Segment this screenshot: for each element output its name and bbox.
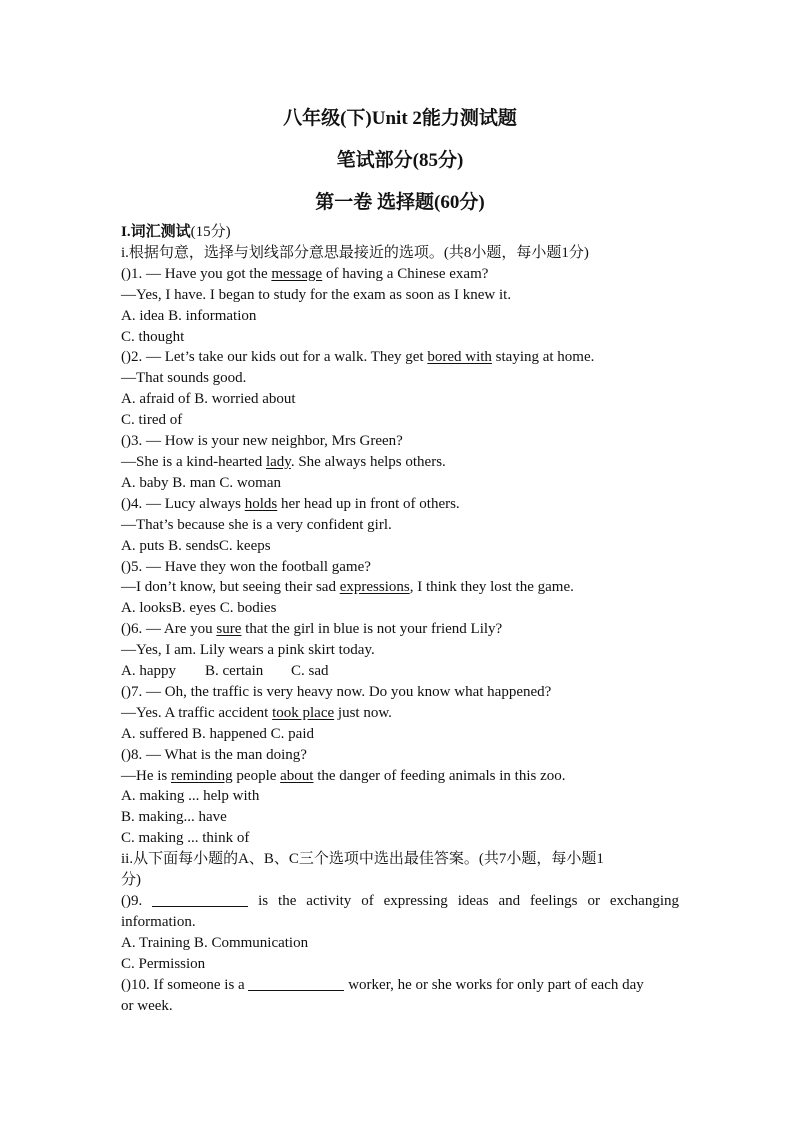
question-7-options: A. suffered B. happened C. paid (121, 725, 315, 742)
question-1 (121, 264, 679, 285)
part1-heading-score: (15分) (190, 224, 231, 240)
question-1-text-pre: ()1. — Have you got the (121, 265, 272, 282)
question-8-option-b: B. making... have (121, 809, 227, 826)
question-10-answer-blank (248, 976, 344, 991)
question-3-underlined-word: lady (265, 453, 291, 470)
question-6-reply: —Yes, I am. Lily wears a pink skirt today. (121, 642, 375, 659)
question-8-reply (121, 766, 679, 787)
question-7-reply-pre: —Yes. A traffic accident (121, 704, 273, 721)
question-5-underlined-word: expressions (339, 579, 410, 596)
question-2-option-c: C. tired of (121, 412, 183, 429)
question-1-option-c: C. thought (121, 328, 185, 345)
section-title: 第一卷 选择题(60分) (315, 192, 485, 213)
question-3: ()3. — How is your new neighbor, Mrs Green? (121, 433, 403, 450)
question-6-text-pre: ()6. — Are you (121, 621, 217, 638)
question-6-option-c: C. sad (291, 663, 329, 680)
question-9-answer-blank (152, 892, 248, 907)
question-10-text-pre: ()10. If someone is a (121, 976, 249, 993)
question-6-options (121, 661, 679, 682)
question-6 (121, 619, 679, 640)
question-4-text-pre: ()4. — Lucy always (121, 495, 245, 512)
question-3-options: A. baby B. man C. woman (121, 474, 281, 491)
question-1-reply: —Yes, I have. I began to study for the exam as soon as I knew it. (121, 286, 512, 303)
question-5-options: A. looksB. eyes C. bodies (121, 600, 277, 617)
question-7: ()7. — Oh, the traffic is very heavy now. Do you know what happened? (121, 683, 552, 700)
part2-instructions: ii.从下面每小题的A、B、C三个选项中选出最佳答案。(共7小题，每小题1 (121, 851, 604, 868)
question-10 (121, 975, 679, 996)
document-subtitle: 笔试部分(85分) (336, 150, 464, 171)
question-7-underlined-word: took place (272, 704, 335, 721)
question-5: ()5. — Have they won the football game? (121, 558, 371, 575)
question-6-option-a: A. happy (121, 663, 176, 680)
question-6-underlined-word: sure (216, 621, 242, 638)
question-7-reply-post: just now. (334, 704, 392, 721)
question-3-reply-post: . She always helps others. (290, 453, 446, 470)
question-9 (121, 891, 679, 912)
question-8-reply-pre: —He is (121, 767, 171, 784)
question-10-text-cont: or week. (121, 997, 173, 1014)
question-8-option-a: A. making ... help with (121, 788, 260, 805)
question-7-reply (121, 703, 679, 724)
question-2-underlined-word: bored with (427, 349, 492, 366)
question-9-text-cont: information. (121, 913, 196, 930)
question-4-underlined-word: holds (244, 495, 278, 512)
question-5-reply-pre: —I don’t know, but seeing their sad (121, 579, 340, 596)
question-1-options-ab: A. idea B. information (121, 307, 257, 324)
question-4-text-post: her head up in front of others. (277, 495, 460, 512)
question-8-underlined-word-2: about (280, 767, 314, 784)
document-title: 八年级(下)Unit 2能力测试题 (283, 108, 517, 129)
question-6-option-b: B. certain (205, 663, 264, 680)
question-4-reply: —That’s because she is a very confident girl. (121, 516, 392, 533)
question-8-underlined-word-1: reminding (171, 767, 233, 784)
question-3-reply (121, 452, 679, 473)
question-10-text-post: worker, he or she works for only part of each day (344, 976, 644, 993)
question-8-option-c: C. making ... think of (121, 830, 250, 847)
question-2 (121, 347, 679, 368)
question-9-option-c: C. Permission (121, 955, 206, 972)
question-1-text-post: of having a Chinese exam? (322, 265, 489, 282)
part1-heading-label: I.词汇测试 (121, 224, 191, 240)
question-9-options-ab: A. Training B. Communication (121, 934, 309, 951)
question-2-text-post: staying at home. (491, 349, 595, 366)
question-1-underlined-word: message (271, 265, 323, 282)
question-3-reply-pre: —She is a kind-hearted (121, 453, 266, 470)
question-2-options-ab: A. afraid of B. worried about (121, 391, 296, 408)
question-4-options: A. puts B. sendsC. keeps (121, 537, 271, 554)
question-6-text-post: that the girl in blue is not your friend Lily? (241, 621, 503, 638)
question-8-reply-mid: people (232, 767, 281, 784)
question-2-reply: —That sounds good. (121, 370, 247, 387)
question-8: ()8. — What is the man doing? (121, 746, 307, 763)
question-2-text-pre: ()2. — Let’s take our kids out for a walk. They get (121, 349, 428, 366)
part1-heading (121, 222, 679, 243)
question-5-reply (121, 577, 679, 598)
part1-instructions: i.根据句意，选择与划线部分意思最接近的选项。(共8小题，每小题1分) (121, 244, 589, 261)
question-9-number: ()9. (121, 893, 143, 909)
part2-instructions-cont: 分) (121, 872, 141, 889)
question-8-reply-post: the danger of feeding animals in this zoo. (313, 767, 566, 784)
question-5-reply-post: , I think they lost the game. (409, 579, 574, 596)
question-9-text: is the activity of expressing ideas and feelings or exchanging (248, 893, 680, 909)
document-body (121, 222, 679, 1016)
question-4 (121, 494, 679, 515)
